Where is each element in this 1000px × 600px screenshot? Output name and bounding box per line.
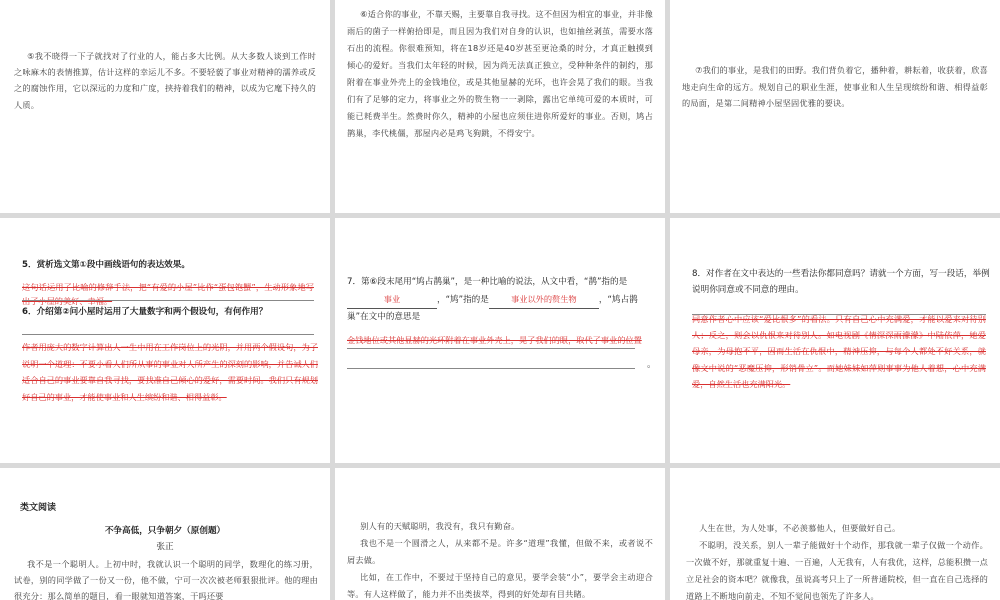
question-7-part-mid: ，“鸠”指的是 [437, 295, 489, 305]
passage-paragraph-5: ⑤我不晓得一下子就找对了行业的人，能占多大比例。从大多数人谈到工作时之咏麻木的表情推算，估计这样的幸运儿不多。不要轻藐了事业对精神的濡养或反之的腐蚀作用，它以深远的力度和广度，挟持着我们的精神，以成为它麾下持久的人质。 [14, 51, 316, 110]
slide-tile-4 [0, 218, 330, 463]
slide-tile-2 [335, 0, 665, 213]
blank-1-answer: 事业 [347, 291, 437, 309]
slide-tile-8 [335, 468, 665, 600]
passage-paragraph-6: ⑥适合你的事业，不靠天赐，主要靠自我寻找。这不但因为相宜的事业，并非像雨后的菌子一样俯拾即是，而且因为我们对自身的认识，也如抽丝剥茧，需要水落石出的流程。你很难预知，将在18岁还是40岁甚至更沧桑的时分，才真正触摸到倾心的爱好。当我们太年轻的时候，因为尚无法真正独立，受种种条件的制约，那附着在事业外壳上的金钱地位，或是其他显赫的光环，也许会晃了我们的眼。当我们有了足够的定力，将事业之外的赘生物一一剥除，露出它单纯可爱的本质时，可能已耗费半生。然费时你久，精神的小屋也应须住进你所爱好的事业。否则，鸠占鹊巢，李代桃僵，那屋内必是鸡飞狗跳，不得安宁。 [347, 9, 653, 138]
question-7-part-b: ，“鸠占鹊巢”在文中的意思是 [347, 295, 638, 322]
slide-tile-3 [670, 0, 1000, 213]
question-6: 6．介绍第②问小屋时运用了大量数字和两个假设句，有何作用？ [22, 307, 268, 317]
answer-line [22, 300, 314, 301]
article-paragraph-2: 别人有的天赋聪明，我没有，我只有勤奋。 [360, 521, 520, 531]
article-paragraph-3: 我也不是一个圆滑之人，从来都不是。许多“道理”我懂，但做不来，或者说不屑去做。 [347, 538, 653, 565]
blank-2-answer: 事业以外的赘生物 [489, 291, 599, 309]
question-7 [347, 274, 657, 326]
answer-8: 同意作者心中应该“爱比恨多”的看法。只有自己心中充满爱，才能以爱来对待别人；反之，则会以仇恨来对待别人。如电视剧《情深深雨濛濛》中陆依萍，她爱母亲，为母抱不平，因而生活在仇恨中，精神压抑，与每个人都处不好关系，就像文中说的“恶魔压抑，形销骨立”。而她妹妹如萍则事事为他人着想，心中充满爱，自然生活也充满阳光。 [692, 314, 986, 389]
question-5: 5．赏析选文第①段中画线语句的表达效果。 [22, 260, 190, 270]
slide-tile-7 [0, 468, 330, 600]
article-paragraph-6: 不聪明，没关系，别人一辈子能做好十个动作，那我就一辈子仅做一个动作。一次做不好，那就重复十遍、一百遍，人无我有，人有我优，这样，总能积攒一点立足社会的资本吧？就像我，虽说高考只上了一所普通院校，但一直在自己选择的道路上不断地向前走，不知不觉间也领先了许多人。 [686, 540, 988, 600]
slide-tile-5 [335, 218, 665, 463]
answer-line [22, 334, 314, 335]
article-paragraph-5: 人生在世，为人处事，不必羡慕他人，但要做好自己。 [699, 523, 901, 533]
answer-6: 作者用庞大的数字计算出人一生中用在工作岗位上的光阴，并用两个假设句，为了说明一个道理：不要小看人们所从事的事业对人所产生的深刻的影响，并告诫人们适合自己的事业要靠自我寻找，要找准自己倾心的爱好，需要时间。我们只有规划好自己的事业，才能使事业和人生缤纷和谐、相得益彰。 [22, 342, 318, 402]
answer-line [347, 368, 635, 369]
answer-5: 这句话运用了比喻的修辞手法，把“有爱的小屋”比作“蛋包饱蟹”，生动形象地写出了小屋的美好、幸福。 [22, 282, 314, 306]
passage-paragraph-7: ⑦我们的事业，是我们的田野。我们背负着它，播种着，耕耘着，收获着，欣喜地走向生命的远方。规划自己的职业生涯，使事业和人生呈现缤纷和谐、相得益彰的局面，是第二间精神小屋坚固优雅的要诀。 [682, 65, 988, 108]
question-8: 8．对作者在文中表达的一些看法你都同意吗？请就一个方面，写一段话，举例说明你同意或不同意的理由。 [692, 269, 990, 295]
slide-tile-9 [670, 468, 1000, 600]
question-7-part-a: 7．第⑥段末尾用“鸠占鹊巢”，是一种比喻的说法，从文中看，“鹊”指的是 [347, 277, 628, 287]
period: 。 [647, 360, 657, 370]
section-heading: 类文阅读 [20, 503, 57, 513]
slide-tile-1 [0, 0, 330, 213]
article-paragraph-1: 我不是一个聪明人。上初中时，我就认识一个聪明的同学，数理化的练习册，试卷，别的同学做了一份又一份，他不做，宁可一次次被老师狠狠批评。他的理由很充分：那么简单的题目，看一眼就知道答案，干吗还要 [14, 559, 318, 600]
slide-tile-6 [670, 218, 1000, 463]
article-author: 张正 [156, 542, 174, 552]
answer-7: 金钱地位或其他显赫的光环附着在事业外壳上，晃了我们的眼，取代了事业的位置 [347, 335, 642, 345]
article-title: 不争高低，只争朝夕（原创题） [104, 526, 226, 536]
article-paragraph-4: 比如，在工作中，不要过于坚持自己的意见，要学会装“小”，要学会主动迎合等。有人这样做了，能力并不出类拔萃，得到的好处却有目共睹。 [347, 572, 653, 599]
